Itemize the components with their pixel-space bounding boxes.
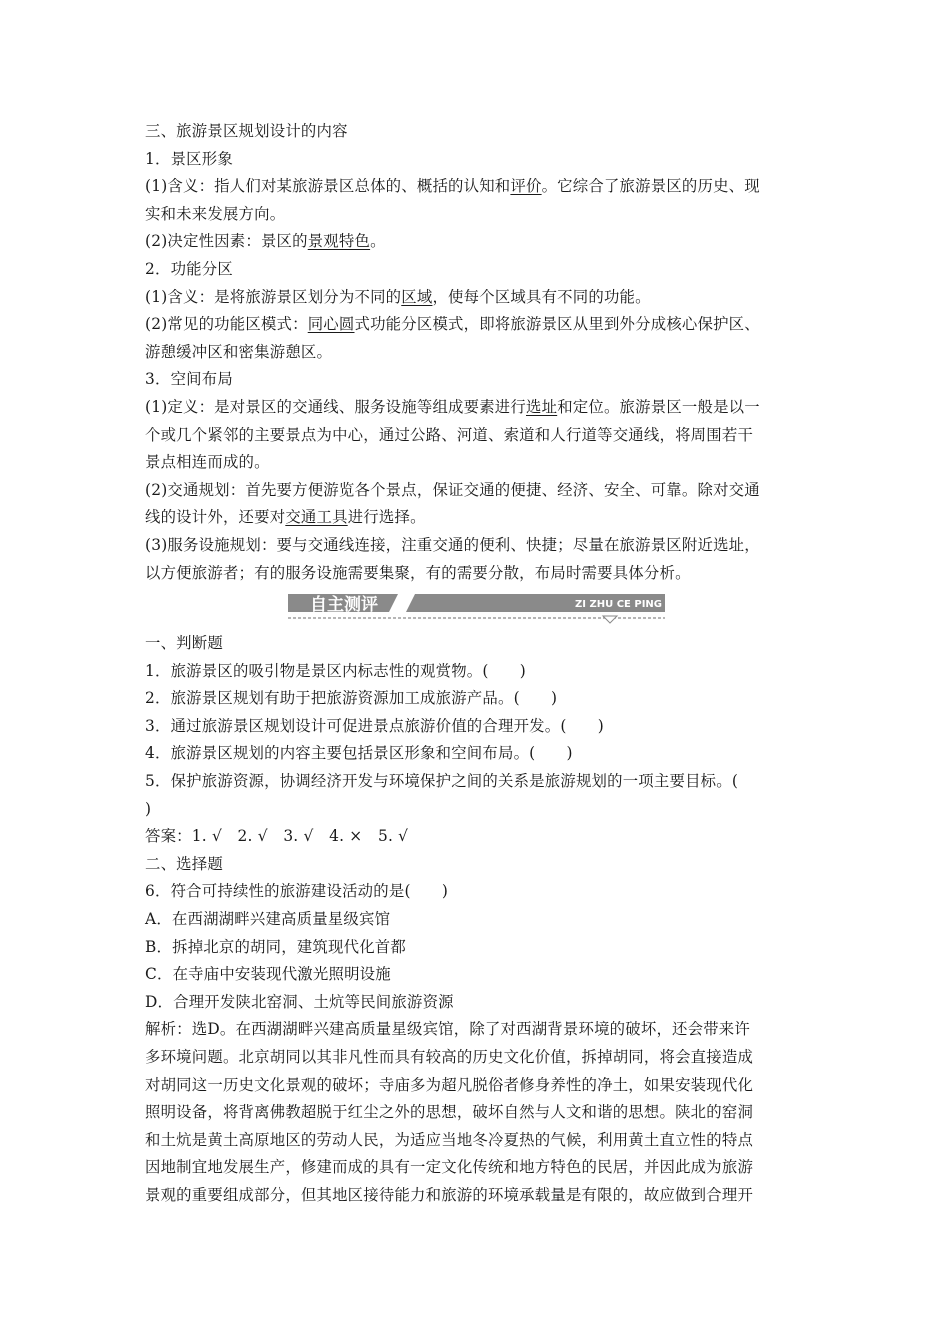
question-item: ) — [145, 799, 152, 818]
analysis-line: 因地制宜地发展生产，修建而成的具有一定文化传统和地方特色的民居，并因此成为旅游 — [145, 1158, 754, 1177]
underlined-term: 评价 — [510, 177, 542, 196]
banner-arrow-icon — [603, 616, 617, 623]
question-item: 2．旅游景区规划有助于把旅游资源加工成旅游产品。( ) — [145, 689, 558, 708]
paragraph-line: (2)交通规划：首先要方便游览各个景点，保证交通的便捷、经济、安全、可靠。除对交通 — [145, 480, 760, 499]
paragraph-line: (3)服务设施规划：要与交通线连接，注重交通的便利、快捷；尽量在旅游景区附近选址， — [145, 535, 760, 554]
paragraph-line: 个或几个紧邻的主要景点为中心，通过公路、河道、索道和人行道等交通线，将周围若干 — [145, 425, 754, 444]
section-heading: 一、判断题 — [145, 634, 223, 653]
section-heading: 二、选择题 — [145, 854, 223, 873]
banner-title: 自主测评 — [310, 595, 378, 616]
question-item: 6．符合可持续性的旅游建设活动的是( ) — [145, 882, 449, 901]
banner-subtitle: ZI ZHU CE PING — [575, 599, 662, 611]
underlined-term: 同心圆 — [307, 315, 355, 334]
paragraph-line: (1)定义：是对景区的交通线、服务设施等组成要素进行选址和定位。旅游景区一般是以一 — [145, 397, 760, 416]
subsection-title: 1．景区形象 — [145, 149, 233, 168]
banner-graphic — [145, 588, 810, 628]
underlined-term: 景观特色 — [307, 232, 371, 251]
paragraph-line: 实和未来发展方向。 — [145, 204, 286, 223]
section-banner — [145, 588, 810, 628]
option-d: D．合理开发陕北窑洞、土炕等民间旅游资源 — [145, 992, 454, 1011]
underlined-term: 交通工具 — [285, 508, 348, 527]
answer-line: 答案：1. √ 2. √ 3. √ 4. × 5. √ — [145, 827, 409, 846]
subsection-title: 3．空间布局 — [145, 370, 233, 389]
analysis-line: 解析：选D。在西湖湖畔兴建高质量星级宾馆，除了对西湖背景环境的破坏，还会带来许 — [145, 1020, 750, 1039]
underlined-term: 区域 — [401, 287, 433, 306]
paragraph-line: (1)含义：指人们对某旅游景区总体的、概括的认知和评价。它综合了旅游景区的历史、现 — [145, 177, 760, 196]
analysis-line: 景观的重要组成部分，但其地区接待能力和旅游的环境承载量是有限的，故应做到合理开 — [145, 1185, 754, 1204]
analysis-line: 照明设备，将背离佛教超脱于红尘之外的思想，破坏自然与人文和谐的思想。陕北的窑洞 — [145, 1103, 754, 1122]
paragraph-line: 以方便旅游者；有的服务设施需要集聚，有的需要分散，布局时需要具体分析。 — [145, 563, 691, 582]
paragraph-line: (2)常见的功能区模式：同心圆式功能分区模式，即将旅游景区从里到外分成核心保护区、 — [145, 315, 760, 334]
subsection-title: 2．功能分区 — [145, 259, 233, 278]
section-heading: 三、旅游景区规划设计的内容 — [145, 122, 348, 140]
option-c: C．在寺庙中安装现代激光照明设施 — [145, 965, 391, 984]
paragraph-line: (1)含义：是将旅游景区划分为不同的区域，使每个区域具有不同的功能。 — [145, 287, 651, 306]
option-a: A．在西湖湖畔兴建高质量星级宾馆 — [145, 910, 391, 929]
question-item: 5．保护旅游资源，协调经济开发与环境保护之间的关系是旅游规划的一项主要目标。( — [145, 772, 739, 791]
analysis-line: 多环境问题。北京胡同以其非凡性而具有较高的历史文化价值，拆掉胡同，将会直接造成 — [145, 1048, 754, 1066]
paragraph-line: 游憩缓冲区和密集游憩区。 — [145, 342, 333, 361]
analysis-line: 和土炕是黄土高原地区的劳动人民，为适应当地冬冷夏热的气候，利用黄土直立性的特点 — [145, 1130, 754, 1149]
document-page — [145, 118, 810, 1210]
paragraph-line: (2)决定性因素：景区的景观特色。 — [145, 232, 386, 251]
question-item: 1．旅游景区的吸引物是景区内标志性的观赏物。( ) — [145, 661, 526, 680]
paragraph-line: 景点相连而成的。 — [145, 453, 270, 472]
question-item: 4．旅游景区规划的内容主要包括景区形象和空间布局。( ) — [145, 744, 573, 763]
paragraph-line: 线的设计外，还要对交通工具进行选择。 — [145, 508, 426, 527]
analysis-line: 对胡同这一历史文化景观的破坏；寺庙多为超凡脱俗者修身养性的净土，如果安装现代化 — [145, 1075, 754, 1094]
option-b: B．拆掉北京的胡同，建筑现代化首都 — [145, 937, 406, 956]
underlined-term: 选址 — [526, 397, 558, 416]
question-item: 3．通过旅游景区规划设计可促进景点旅游价值的合理开发。( ) — [145, 716, 604, 735]
